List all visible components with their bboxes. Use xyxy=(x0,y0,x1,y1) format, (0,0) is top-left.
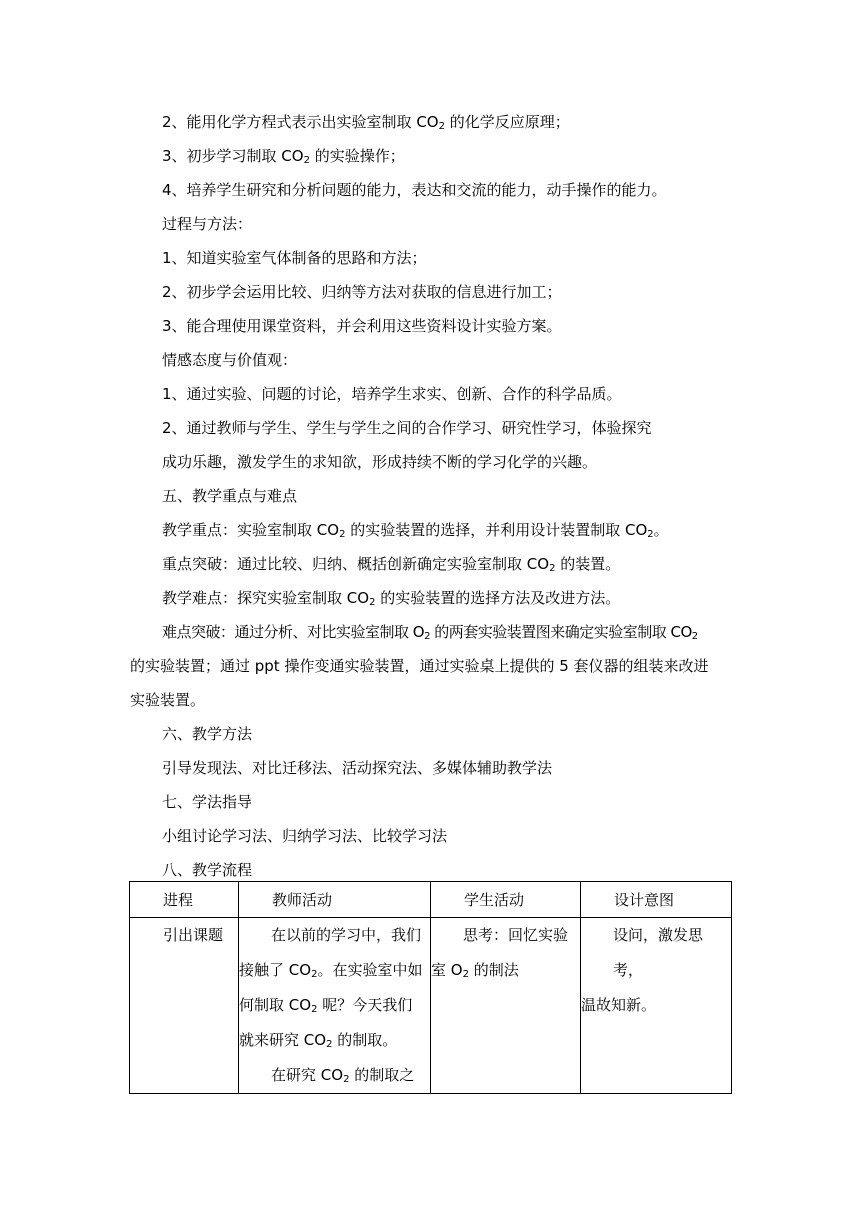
difficulty-line: 教学难点：探究实验室制取 $CO_2$ 的实验装置的选择方法及改进方法。 xyxy=(162,589,621,608)
difficulty-breakthrough-cont-1: 的实验装置；通过 ppt 操作变通实验装置，通过实验桌上提供的 5 套仪器的组装来改进 xyxy=(130,657,709,675)
section-heading-attitude: 情感态度与价值观： xyxy=(162,351,298,369)
section-heading-process-method: 过程与方法： xyxy=(162,215,253,233)
cell-design-intent: 设问，激发思考， 温故知新。 xyxy=(581,918,732,1094)
method-line: 引导发现法、对比迁移法、活动探究法、多媒体辅助教学法 xyxy=(162,759,553,777)
header-cell-intent: 设计意图 xyxy=(581,882,732,918)
process-line-2: 2、初步学会运用比较、归纳等方法对获取的信息进行加工； xyxy=(162,283,562,301)
cell-stage: 引出课题 xyxy=(130,918,239,1094)
header-cell-teacher: 教师活动 xyxy=(239,882,431,918)
header-cell-student: 学生活动 xyxy=(431,882,581,918)
attitude-line-1: 1、通过实验、问题的讨论，培养学生求实、创新、合作的科学品质。 xyxy=(162,385,622,403)
key-breakthrough-line: 重点突破：通过比较、归纳、概括创新确定实验室制取 $CO_2$ 的装置。 xyxy=(162,555,621,574)
section-heading-flow: 八、教学流程 xyxy=(162,861,253,879)
attitude-line-2: 2、通过教师与学生、学生与学生之间的合作学习、研究性学习，体验探究 xyxy=(162,419,652,437)
key-point-line: 教学重点：实验室制取 $CO_2$ 的实验装置的选择，并利用设计装置制取 $CO_2$。 xyxy=(162,521,669,540)
teaching-flow-table xyxy=(129,881,732,1094)
process-line-1: 1、知道实验室气体制备的思路和方法； xyxy=(162,249,427,267)
cell-teacher-activity: 在以前的学习中，我们 接触了 $CO_2$。在实验室中如 何制取 $CO_2$ 呢？今天我们 就来研究 $CO_2$ 的制取。 在研究 $CO_2$ 的制取之 xyxy=(239,918,431,1094)
objective-line-2: 2、能用化学方程式表示出实验室制取 $CO_2$ 的化学反应原理； xyxy=(162,113,570,132)
difficulty-breakthrough-line: 难点突破：通过分析、对比实验室制取 $O_2$ 的两套实验装置图来确定实验室制取 $CO_2$ xyxy=(162,623,698,642)
section-heading-method: 六、教学方法 xyxy=(162,725,253,743)
cell-student-activity: 思考：回忆实验 室 $O_2$ 的制法 xyxy=(431,918,581,1094)
section-heading-study-guide: 七、学法指导 xyxy=(162,793,253,811)
table-header-row xyxy=(130,882,732,918)
header-cell-stage: 进程 xyxy=(130,882,239,918)
objective-line-4: 4、培养学生研究和分析问题的能力，表达和交流的能力，动手操作的能力。 xyxy=(162,181,667,199)
section-heading-key-points: 五、教学重点与难点 xyxy=(162,487,298,505)
process-line-3: 3、能合理使用课堂资料，并会利用这些资料设计实验方案。 xyxy=(162,317,562,335)
difficulty-breakthrough-cont-2: 实验装置。 xyxy=(130,691,206,709)
study-guide-line: 小组讨论学习法、归纳学习法、比较学习法 xyxy=(162,827,448,845)
attitude-line-2-cont: 成功乐趣，激发学生的求知欲，形成持续不断的学习化学的兴趣。 xyxy=(162,453,598,471)
objective-line-3: 3、初步学习制取 $CO_2$ 的实验操作； xyxy=(162,147,405,166)
table-row xyxy=(130,918,732,1094)
